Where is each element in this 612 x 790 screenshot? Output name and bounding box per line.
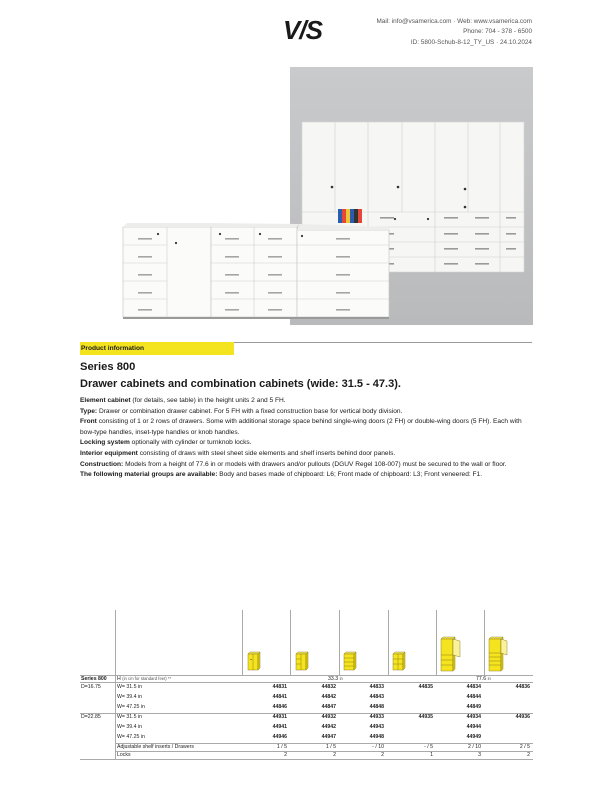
cabinet-2fh-single-drawer-icon (391, 650, 407, 672)
locks-value: 2 (284, 752, 287, 758)
article-number: 44946 (272, 734, 287, 740)
article-number: 44833 (369, 684, 384, 690)
locks-value: 2 (381, 752, 384, 758)
product-description (80, 396, 535, 481)
article-number: 44832 (321, 684, 336, 690)
product-headline: Drawer cabinets and combination cabinets (wide: 31.5 - 47.3). (80, 378, 401, 390)
article-number: 44847 (321, 704, 336, 710)
width-label: W= 39.4 in (117, 724, 142, 730)
article-number: 44843 (369, 694, 384, 700)
depth-22-label: D=22.85 (81, 714, 101, 720)
desc-construction: Construction: Models from a height of 77.6 in or models with drawers and/or pullouts (DGUV Regel 108-007) must be secured to the wall or floor. (80, 460, 507, 468)
shelves-value: - / 10 (372, 744, 384, 750)
series-label: Series 800 (81, 676, 107, 682)
article-number: 44935 (418, 714, 433, 720)
vs-logo (283, 15, 331, 45)
document-id: ID: 5800-Schub-8-12_TY_US · 24.10.2024 (410, 38, 532, 46)
shelves-value: 2 / 5 (519, 744, 530, 750)
series-title: Series 800 (80, 361, 136, 373)
desc-type: Type: Drawer or combination drawer cabinet. For 5 FH with a fixed construction base for vertical body division. (80, 407, 403, 415)
width-label: W= 31.5 in (117, 684, 142, 690)
contact-mail-web: Mail: info@vsamerica.com · Web: www.vsamerica.com (376, 18, 532, 25)
contact-block (376, 17, 532, 48)
article-number: 44943 (369, 724, 384, 730)
article-number: 44842 (321, 694, 336, 700)
product-table (80, 610, 533, 760)
desc-materials: The following material groups are available: Body and bases made of chipboard: L6; Front made of chipboard: L3; Front veneered: F1. (80, 471, 483, 479)
locks-value: 2 (333, 752, 336, 758)
article-number: 44942 (321, 724, 336, 730)
article-number: 44947 (321, 734, 336, 740)
article-number: 44944 (466, 724, 481, 730)
article-number: 44931 (272, 714, 287, 720)
locks-value: 2 (527, 752, 530, 758)
desc-locking: Locking system optionally with cylinder or turnknob locks. (80, 439, 252, 447)
desc-front: Front consisting of 1 or 2 rows of drawers. Some with additional storage space behind single-wing doors (2 FH) or double-wing doors (5 FH). Each with bow-type handles, inset-type handles or knob handles. (80, 418, 522, 436)
locks-value: 1 (430, 752, 433, 758)
article-number: 44836 (515, 684, 530, 690)
cabinet-2fh-combo-icon (294, 650, 310, 672)
article-number: 44846 (272, 704, 287, 710)
article-number: 44936 (515, 714, 530, 720)
height-77-header: 77.6 in (476, 676, 491, 682)
desc-interior: Interior equipment consisting of draws with steel sheet side elements and shelf inserts behind door panels. (80, 449, 396, 457)
article-number: 44834 (466, 684, 481, 690)
cabinet-5fh-double-door-icon (438, 635, 462, 673)
article-number: 44941 (272, 724, 287, 730)
shelves-value: 1 / 5 (325, 744, 336, 750)
brand-text: V/S (283, 15, 322, 45)
shelves-value: 2 / 10 (468, 744, 481, 750)
shelves-value: 1 / 5 (276, 744, 287, 750)
locks-label: Locks (117, 752, 131, 758)
article-number: 44932 (321, 714, 336, 720)
product-photo (80, 67, 533, 325)
article-number: 44844 (466, 694, 481, 700)
shelves-label: Adjustable shelf inserts / Drawers (117, 744, 194, 750)
contact-phone: Phone: 704 - 378 - 6500 (463, 28, 532, 36)
height-label: H (in cm for standard feet) ** (117, 676, 172, 682)
article-number: 44934 (466, 714, 481, 720)
desc-element-cabinet: Element cabinet (for details, see table) in the height units 2 and 5 FH. (80, 397, 286, 404)
cabinet-2fh-drawer-icon (342, 650, 358, 672)
cabinet-2fh-door-icon (246, 650, 262, 672)
width-label: W= 39.4 in (117, 694, 142, 700)
depth-16-label: D=16.75 (81, 684, 101, 690)
article-number: 44933 (369, 714, 384, 720)
shelves-value: - / 5 (424, 744, 433, 750)
article-number: 44848 (369, 704, 384, 710)
article-number: 44835 (418, 684, 433, 690)
section-divider (234, 342, 532, 343)
product-info-tag: Product information (80, 342, 234, 355)
width-label: W= 31.5 in (117, 714, 142, 720)
width-label: W= 47.25 in (117, 734, 145, 740)
height-33-header: 33.3 in (328, 676, 343, 682)
article-number: 44841 (272, 694, 287, 700)
article-number: 44831 (272, 684, 287, 690)
article-number: 44949 (466, 734, 481, 740)
article-number: 44948 (369, 734, 384, 740)
article-number: 44849 (466, 704, 481, 710)
cabinet-5fh-door-icon (486, 635, 510, 673)
locks-value: 3 (478, 752, 481, 758)
width-label: W= 47.25 in (117, 704, 145, 710)
